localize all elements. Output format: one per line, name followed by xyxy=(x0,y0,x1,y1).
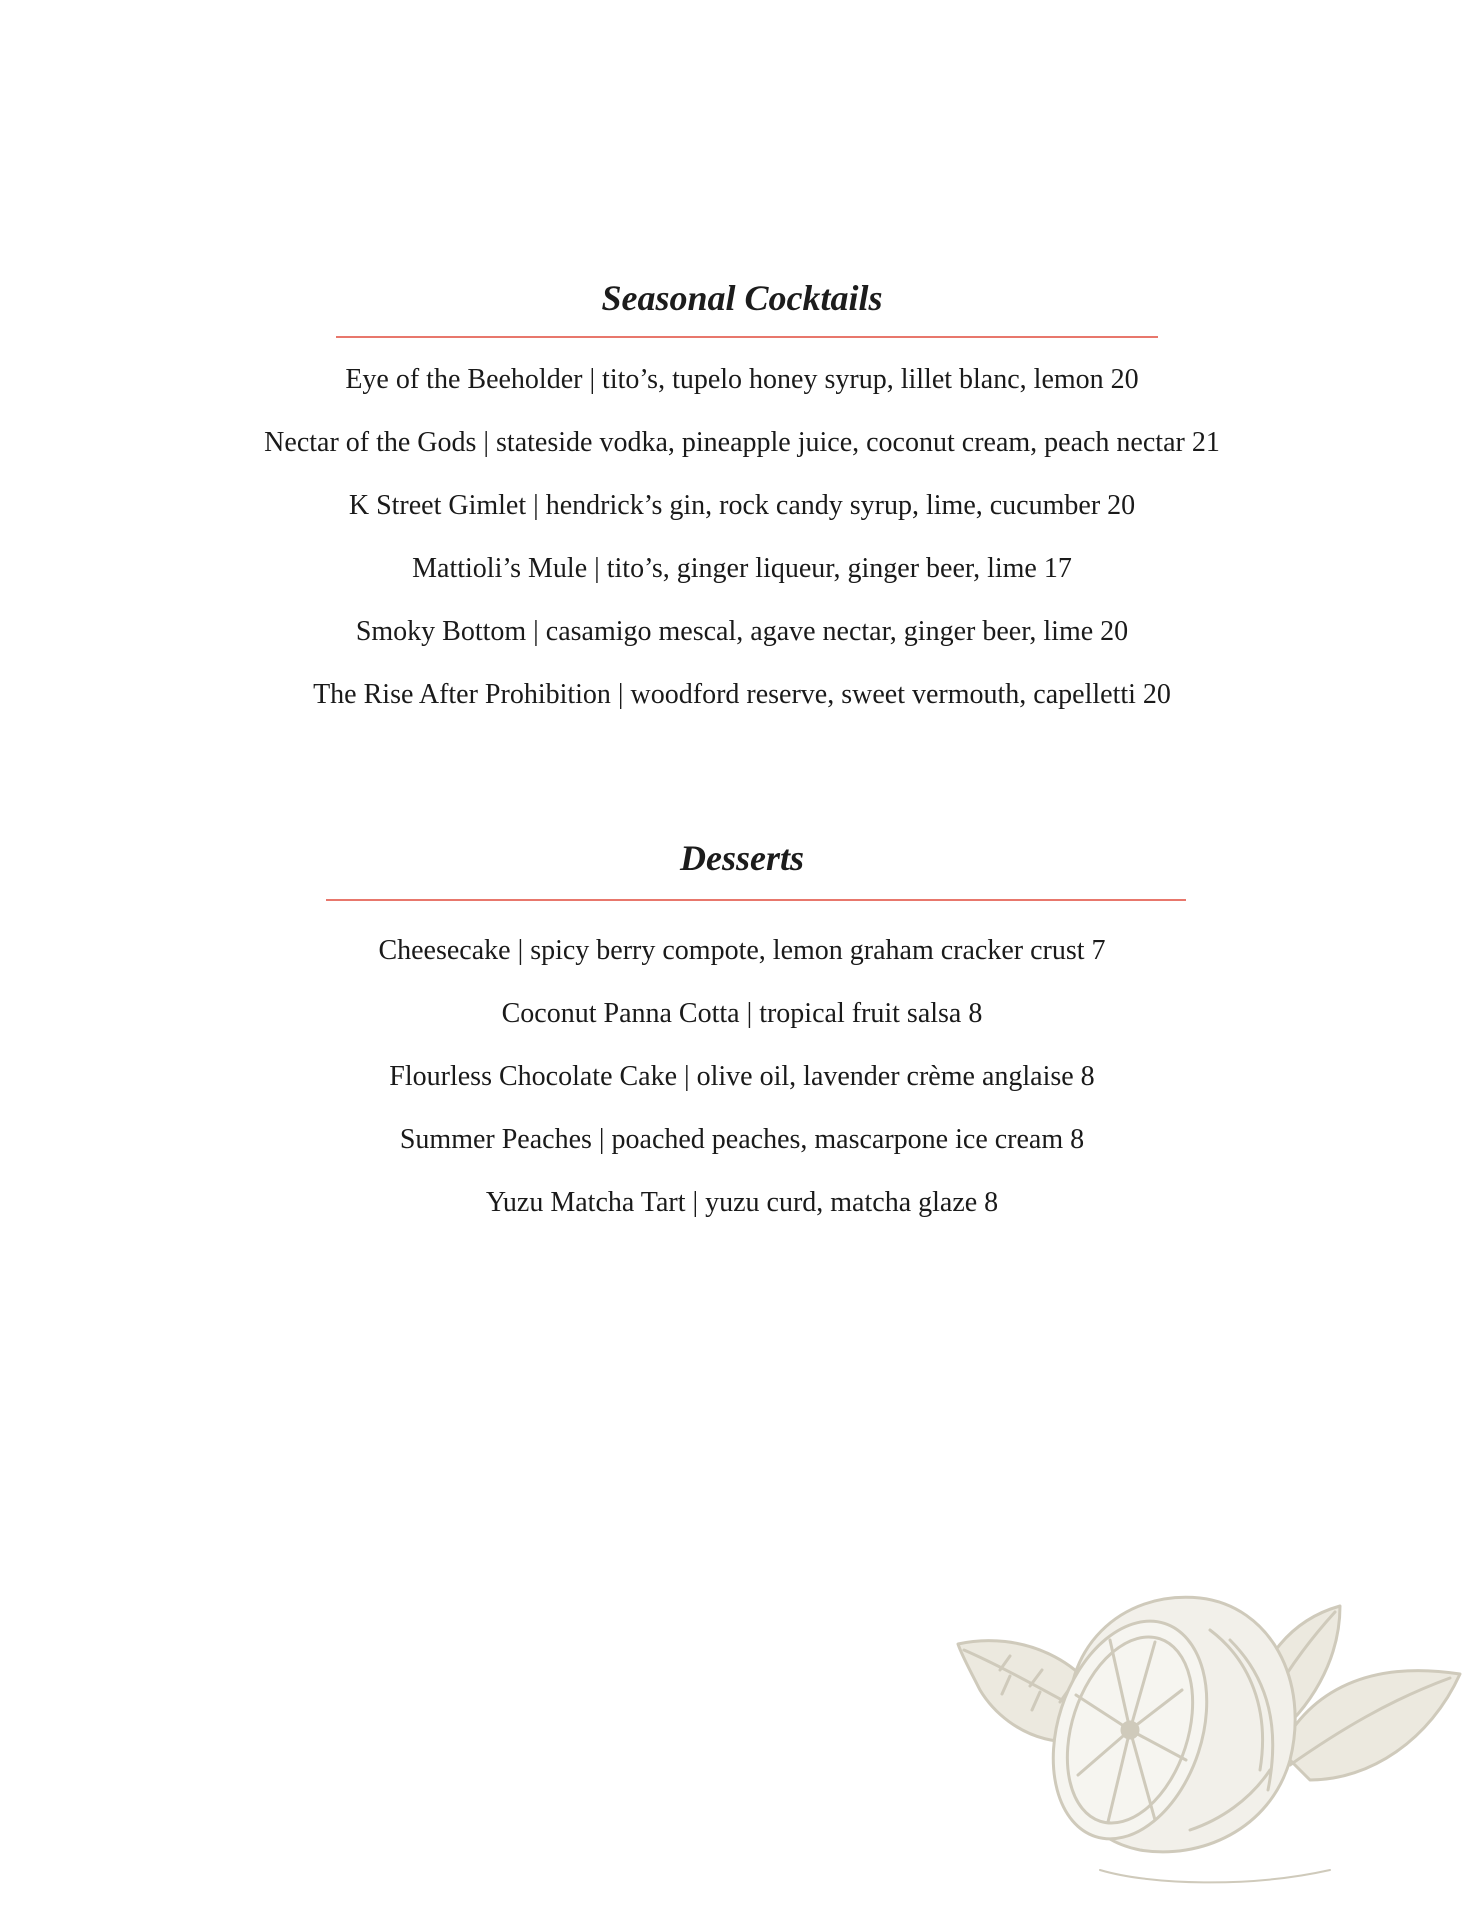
dessert-item: Flourless Chocolate Cake | olive oil, lavender crème anglaise 8 xyxy=(389,1061,1095,1092)
cocktail-item: K Street Gimlet | hendrick’s gin, rock candy syrup, lime, cucumber 20 xyxy=(348,490,1136,521)
lemon-with-leaves-icon xyxy=(950,1570,1470,1900)
cocktail-item: Smoky Bottom | casamigo mescal, agave nectar, ginger beer, lime 20 xyxy=(355,616,1129,647)
dessert-item: Cheesecake | spicy berry compote, lemon graham cracker crust 7 xyxy=(378,935,1106,966)
cocktail-item: The Rise After Prohibition | woodford reserve, sweet vermouth, capelletti 20 xyxy=(313,679,1171,710)
cocktail-item: Nectar of the Gods | stateside vodka, pineapple juice, coconut cream, peach nectar 21 xyxy=(264,427,1220,458)
cocktails-section xyxy=(0,278,1484,318)
cocktails-divider xyxy=(336,336,1158,338)
desserts-title: Desserts xyxy=(680,838,804,878)
cocktail-item: Mattioli’s Mule | tito’s, ginger liqueur, ginger beer, lime 17 xyxy=(412,553,1072,584)
dessert-item: Summer Peaches | poached peaches, mascarpone ice cream 8 xyxy=(399,1124,1085,1155)
dessert-item: Coconut Panna Cotta | tropical fruit salsa 8 xyxy=(501,998,983,1029)
desserts-list xyxy=(0,919,1484,1234)
cocktails-list xyxy=(0,348,1484,726)
desserts-section xyxy=(0,838,1484,878)
desserts-divider xyxy=(326,899,1186,901)
cocktails-title: Seasonal Cocktails xyxy=(601,278,883,318)
dessert-item: Yuzu Matcha Tart | yuzu curd, matcha glaze 8 xyxy=(485,1187,999,1218)
cocktail-item: Eye of the Beeholder | tito’s, tupelo honey syrup, lillet blanc, lemon 20 xyxy=(345,364,1139,395)
